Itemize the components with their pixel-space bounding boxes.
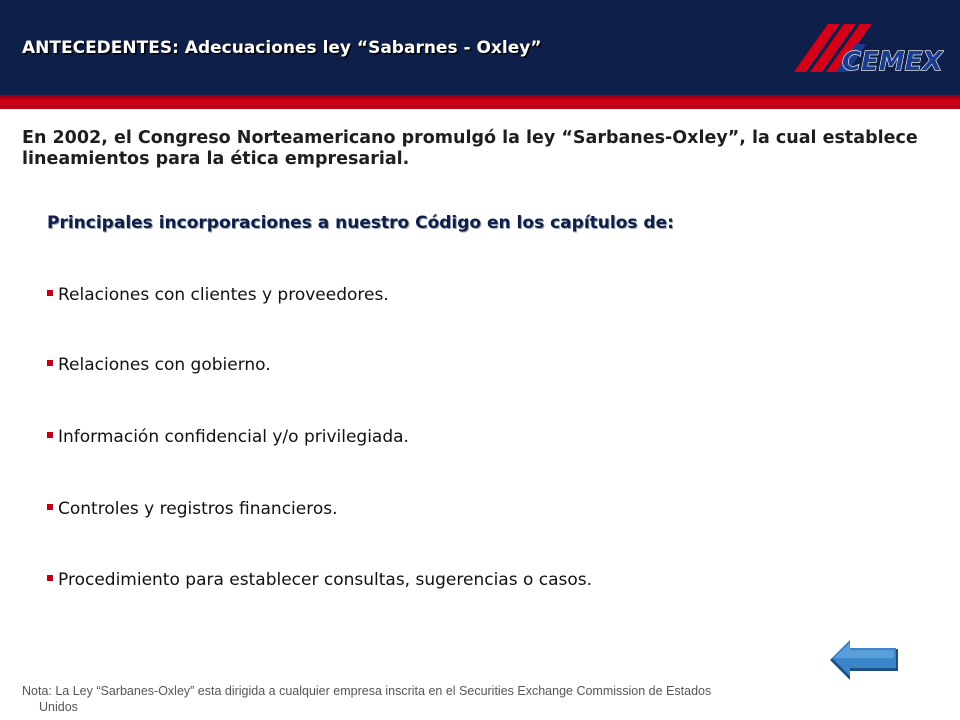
back-button[interactable] (828, 636, 900, 684)
list-item-label: Controles y registros financieros. (58, 499, 338, 519)
list-item-label: Relaciones con gobierno. (58, 355, 271, 375)
square-bullet-icon (47, 432, 53, 438)
square-bullet-icon (47, 504, 53, 510)
list-item-label: Procedimiento para establecer consultas, sugerencias o casos. (58, 570, 593, 590)
square-bullet-icon (47, 290, 53, 296)
section-heading: Principales incorporaciones a nuestro Código en los capítulos de: (47, 213, 674, 233)
footnote (22, 683, 842, 715)
list-item-label: Información confidencial y/o privilegiada. (58, 427, 409, 447)
slide-title: ANTECEDENTES: Adecuaciones ley “Sabarnes - Oxley” (22, 38, 542, 58)
list-item (47, 499, 338, 519)
footnote-line: Unidos (39, 700, 78, 714)
left-arrow-icon (830, 640, 898, 680)
cemex-logo (792, 20, 944, 76)
list-item (47, 285, 389, 305)
intro-paragraph: En 2002, el Congreso Norteamericano promulgó la ley “Sarbanes-Oxley”, la cual establece lineamientos para la ética empresarial. (22, 128, 918, 169)
svg-text:CEMEX: CEMEX (842, 47, 943, 76)
list-item (47, 355, 271, 375)
footnote-line: Nota: La Ley “Sarbanes-Oxley” esta dirigida a cualquier empresa inscrita en el Securities Exchange Commission de Estados (22, 684, 712, 698)
header-bar (0, 0, 960, 95)
list-item (47, 427, 409, 447)
list-item (47, 570, 592, 590)
red-divider-bar (0, 95, 960, 109)
list-item-label: Relaciones con clientes y proveedores. (58, 285, 389, 305)
square-bullet-icon (47, 360, 53, 366)
square-bullet-icon (47, 575, 53, 581)
